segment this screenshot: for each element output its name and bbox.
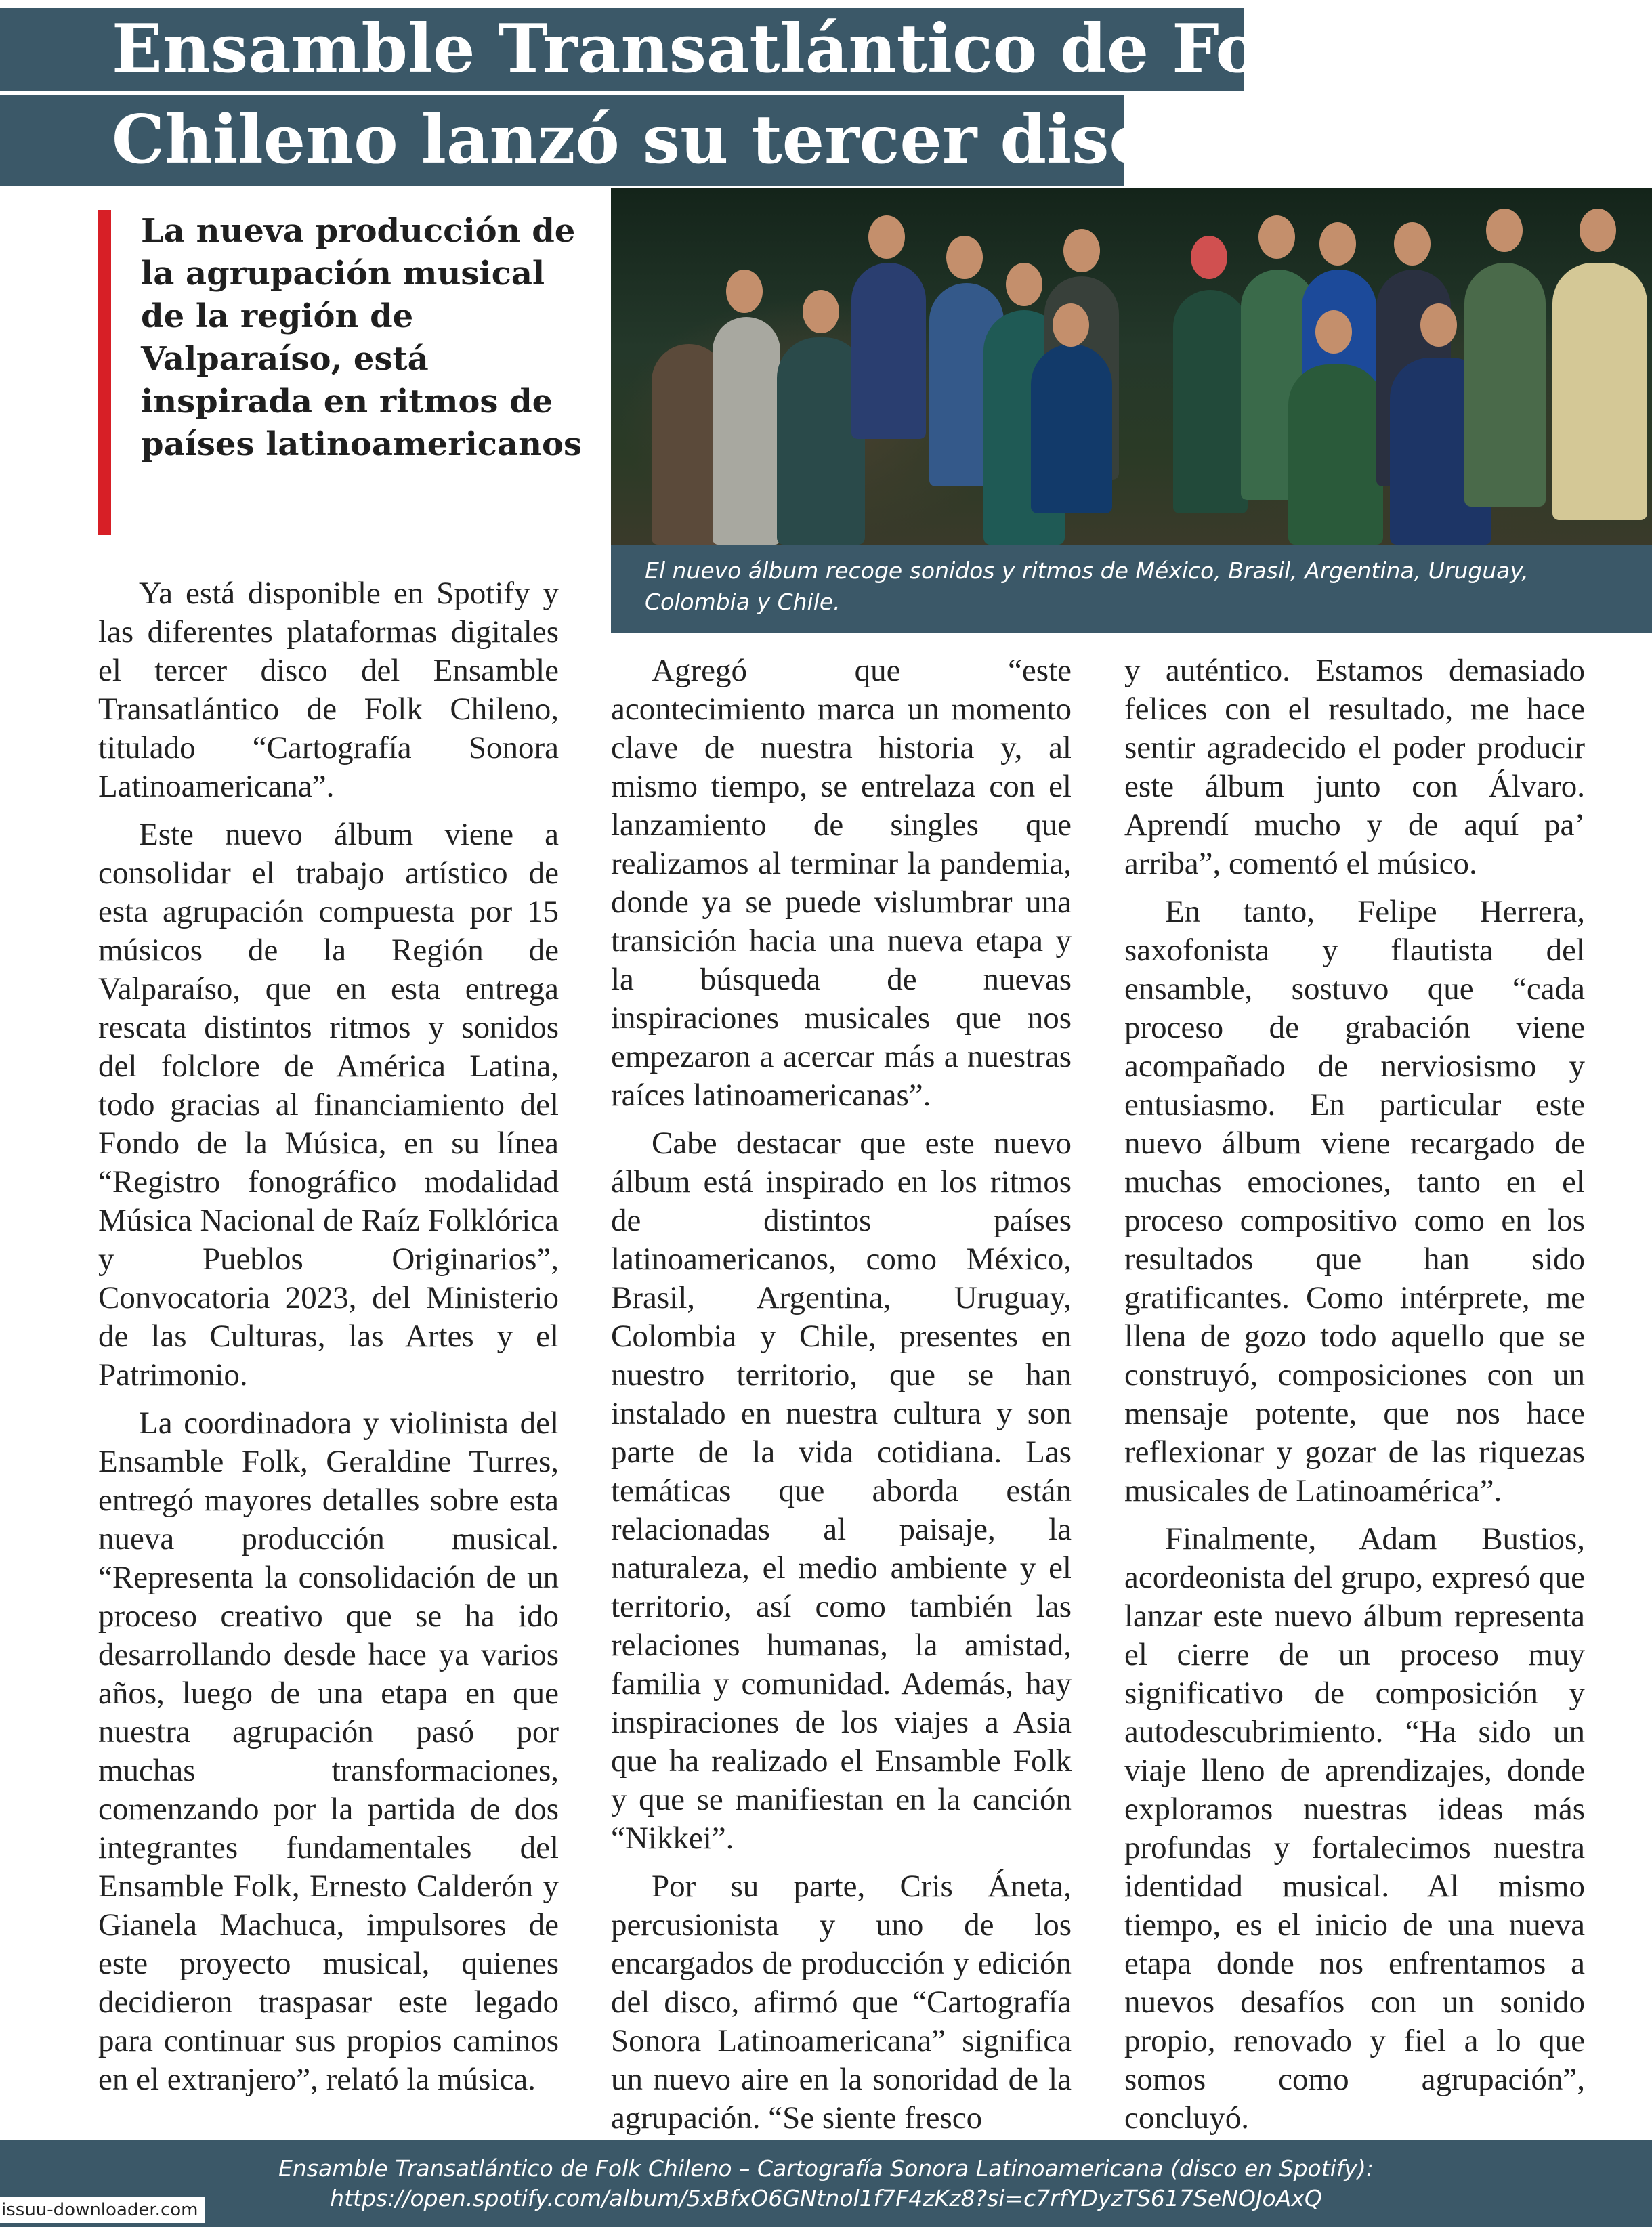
deck-text: La nueva producción de la agrupación musical de la región de Valparaíso, está inspirada en ritmos de países latinoamericanos — [141, 212, 583, 463]
paragraph: Finalmente, Adam Bustios, acordeonista del grupo, expresó que lanzar este nuevo álbum representa el cierre de un proceso muy significativo de composición y autodescubrimiento. “Ha sido un viaje lleno de aprendizajes, donde exploramos nuestras ideas más profundas y fortalecimos nuestra identidad musical. Al mismo tiempo, es el inicio de una nueva etapa donde nos enfrentamos a nuevos desafíos con un sonido propio, renovado y fiel a lo que somos como agrupación”, concluyó. — [1124, 1521, 1585, 2136]
footer-spotify-link[interactable]: https://open.spotify.com/album/5xBfxO6GNtnol1f7F4zKz8?si=c7rfYDyzTS617SeNOJoAxQ — [330, 2185, 1322, 2211]
article-column-3 — [1124, 652, 1585, 2136]
photo-caption — [611, 545, 1652, 633]
headline-line-1 — [0, 8, 1331, 91]
photo-caption-text: El nuevo álbum recoge sonidos y ritmos de México, Brasil, Argentina, Uruguay, Colombia y Chile. — [645, 557, 1529, 615]
paragraph: y auténtico. Estamos demasiado felices con el resultado, me hace sentir agradecido el poder producir este álbum junto con Álvaro. Aprendí mucho y de aquí pa’ arriba”, comentó el músico. — [1124, 653, 1585, 881]
paragraph: En tanto, Felipe Herrera, saxofonista y flautista del ensamble, sostuvo que “cada proceso de grabación viene acompañado de nerviosismo y entusiasmo. En particular este nuevo álbum viene recargado de muchas emociones, tanto en el proceso compositivo como en los resultados que han sido gratificantes. Como intérprete, me llena de gozo todo aquello que se construyó, composiciones con un mensaje potente, que nos hace reflexionar y gozar de las riquezas musicales de Latinoamérica”. — [1124, 894, 1585, 1508]
paragraph: Cabe destacar que este nuevo álbum está inspirado en los ritmos de distintos países latinoamericanos, como México, Brasil, Argentina, Uruguay, Colombia y Chile, presentes en nuestro territorio, que se han instalado en nuestra cultura y son parte de la vida cotidiana. Las temáticas que aborda están relacionadas al paisaje, la naturaleza, el medio ambiente y el territorio, así como también las relaciones humanas, la amistad, familia y comunidad. Además, hay inspiraciones de los viajes a Asia que ha realizado el Ensamble Folk y que se manifiestan en la canción “Nikkei”. — [611, 1126, 1072, 1856]
article-column-1 — [98, 574, 559, 2119]
paragraph: Agregó que “este acontecimiento marca un momento clave de nuestra historia y, al mismo tiempo, se entrelaza con el lanzamiento de singles que realizamos al terminar la pandemia, donde ya se puede vislumbrar una transición hacia una nueva etapa y la búsqueda de nuevas inspiraciones musicales que nos empezaron a acercar más a nuestras raíces latinoamericanas”. — [611, 653, 1072, 1113]
band-photo — [611, 188, 1652, 545]
footer-banner — [0, 2140, 1652, 2227]
footer-album-line: Ensamble Transatlántico de Folk Chileno – Cartografía Sonora Latinoamericana (disco en Spotify): — [278, 2155, 1374, 2182]
headline-line-2 — [0, 95, 1194, 186]
article-deck — [98, 210, 586, 535]
paragraph: La coordinadora y violinista del Ensamble Folk, Geraldine Turres, entregó mayores detalles sobre esta nueva producción musical. “Representa la consolidación de un proceso creativo que se ha ido desarrollando desde hace ya varios años, luego de una etapa en que nuestra agrupación pasó por muchas transformaciones, comenzando por la partida de dos integrantes fundamentales del Ensamble Folk, Ernesto Calderón y Gianela Machuca, impulsores de este proyecto musical, quienes decidieron traspasar este legado para continuar sus propios caminos en el extranjero”, relató la música. — [98, 1405, 559, 2097]
headline-text-2: Chileno lanzó su tercer disco — [112, 101, 1194, 179]
paragraph: Ya está disponible en Spotify y las diferentes plataformas digitales el tercer disco del Ensamble Transatlántico de Folk Chileno, titulado “Cartografía Sonora Latinoamericana”. — [98, 576, 559, 804]
watermark: issuu-downloader.com — [0, 2197, 205, 2223]
paragraph: Por su parte, Cris Áneta, percusionista y uno de los encargados de producción y edición del disco, afirmó que “Cartografía Sonora Latinoamericana” significa un nuevo aire en la sonoridad de la agrupación. “Se siente fresco — [611, 1869, 1072, 2136]
article-column-2 — [611, 652, 1072, 2136]
paragraph: Este nuevo álbum viene a consolidar el trabajo artístico de esta agrupación compuesta por 15 músicos de la Región de Valparaíso, que en esta entrega rescata distintos ritmos y sonidos del folclore de América Latina, todo gracias al financiamiento del Fondo de la Música, en su línea “Registro fonográfico modalidad Música Nacional de Raíz Folklórica y Pueblos Originarios”, Convocatoria 2023, del Ministerio de las Culturas, las Artes y el Patrimonio. — [98, 817, 559, 1393]
headline-text-1: Ensamble Transatlántico de Folk — [112, 10, 1331, 88]
